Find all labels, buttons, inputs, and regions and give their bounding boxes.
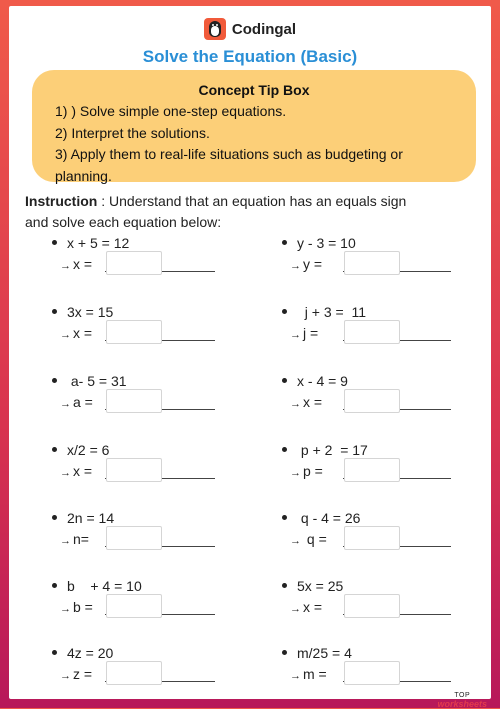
bullet-icon: [282, 309, 287, 314]
answer-box[interactable]: [344, 526, 400, 550]
answer-line: [60, 666, 96, 682]
equation-text: j + 3 = 11: [297, 304, 367, 320]
arrow-icon: →: [290, 670, 301, 682]
bullet-icon: [282, 583, 287, 588]
arrow-icon: →: [290, 329, 301, 341]
bullet-icon: [282, 515, 287, 520]
equation: [282, 442, 368, 458]
answer-box[interactable]: [106, 389, 162, 413]
answer-line: [60, 531, 93, 547]
arrow-icon: →: [60, 603, 71, 615]
answer-prefix: a =: [73, 394, 97, 410]
equation: [282, 373, 348, 389]
equation-text: y - 3 = 10: [297, 235, 356, 251]
answer-line: [290, 394, 326, 410]
answer-line: [290, 531, 331, 547]
answer-prefix: x =: [73, 325, 96, 341]
worksheet-title: Solve the Equation (Basic): [142, 47, 358, 66]
bullet-icon: [52, 378, 57, 383]
arrow-icon: →: [290, 398, 301, 410]
tip-item: 3) Apply them to real-life situations such as budgeting or: [55, 146, 403, 162]
tip-list: [55, 101, 467, 187]
answer-line: [60, 463, 96, 479]
equation-text: x + 5 = 12: [67, 235, 130, 251]
equation-text: 5x = 25: [297, 578, 344, 594]
top-worksheets-logo: [437, 692, 487, 708]
problem-item: [282, 645, 482, 693]
answer-prefix: y =: [303, 256, 326, 272]
equation: [282, 645, 352, 661]
bullet-icon: [52, 447, 57, 452]
equation: [52, 304, 113, 320]
footer-line2: worksheets: [437, 699, 487, 709]
bullet-icon: [282, 378, 287, 383]
bullet-icon: [52, 650, 57, 655]
equation: [282, 578, 343, 594]
brand-name: Codingal: [231, 20, 297, 38]
answer-prefix: x =: [73, 463, 96, 479]
answer-line: [290, 666, 331, 682]
answer-prefix: m =: [303, 666, 331, 682]
equation: [52, 510, 114, 526]
bullet-icon: [282, 650, 287, 655]
equation: [282, 235, 356, 251]
answer-prefix: q =: [303, 531, 331, 547]
equation-text: p + 2 = 17: [297, 442, 368, 458]
equation: [52, 235, 129, 251]
answer-prefix: x =: [303, 394, 326, 410]
arrow-icon: →: [290, 535, 301, 547]
problem-item: [282, 373, 482, 421]
answer-line: [60, 599, 97, 615]
equation-text: x/2 = 6: [67, 442, 110, 458]
answer-box[interactable]: [344, 389, 400, 413]
bullet-icon: [52, 309, 57, 314]
brand-header: [9, 18, 491, 40]
problem-item: [52, 578, 252, 626]
equation-text: a- 5 = 31: [67, 373, 127, 389]
answer-line: [290, 325, 322, 341]
answer-box[interactable]: [106, 320, 162, 344]
answer-prefix: j =: [303, 325, 323, 341]
problem-item: [52, 304, 252, 352]
bullet-icon: [52, 515, 57, 520]
arrow-icon: →: [60, 670, 71, 682]
equation-text: 3x = 15: [67, 304, 114, 320]
bullet-icon: [52, 583, 57, 588]
answer-line: [60, 256, 96, 272]
instruction-text: [25, 191, 475, 233]
tip-item: planning.: [55, 167, 112, 184]
instruction-line2: and solve each equation below:: [25, 214, 222, 230]
equation-text: x - 4 = 9: [297, 373, 348, 389]
bullet-icon: [282, 447, 287, 452]
answer-box[interactable]: [106, 251, 162, 275]
answer-box[interactable]: [106, 458, 162, 482]
answer-line: [290, 599, 326, 615]
equation: [52, 578, 142, 594]
instruction-label: Instruction: [25, 193, 98, 209]
answer-prefix: x =: [73, 256, 96, 272]
tip-box-title: Concept Tip Box: [198, 82, 310, 98]
answer-prefix: p =: [303, 463, 327, 479]
equation-text: 4z = 20: [67, 645, 114, 661]
answer-box[interactable]: [344, 251, 400, 275]
tip-item: 1) ) Solve simple one-step equations.: [55, 103, 287, 119]
arrow-icon: →: [60, 467, 71, 479]
answer-box[interactable]: [344, 594, 400, 618]
answer-line: [290, 463, 327, 479]
tip-item: 2) Interpret the solutions.: [55, 124, 210, 141]
problem-item: [52, 645, 252, 693]
concept-tip-box: [32, 70, 476, 182]
equation: [282, 304, 366, 320]
penguin-icon: [204, 18, 226, 40]
problem-item: [52, 510, 252, 558]
arrow-icon: →: [290, 260, 301, 272]
answer-box[interactable]: [106, 526, 162, 550]
problem-item: [52, 235, 252, 283]
instruction-line1: : Understand that an equation has an equals sign: [97, 193, 407, 209]
answer-prefix: b =: [73, 599, 97, 615]
arrow-icon: →: [290, 467, 301, 479]
answer-box[interactable]: [344, 320, 400, 344]
answer-prefix: n=: [73, 531, 93, 547]
arrow-icon: →: [60, 398, 71, 410]
equation-text: q - 4 = 26: [297, 510, 361, 526]
footer-line1: TOP: [454, 692, 471, 699]
problem-item: [52, 442, 252, 490]
equation-text: b + 4 = 10: [67, 578, 142, 594]
problem-item: [282, 304, 482, 352]
bullet-icon: [52, 240, 57, 245]
equation: [282, 510, 360, 526]
answer-prefix: z =: [73, 666, 96, 682]
answer-line: [60, 325, 96, 341]
problem-item: [282, 235, 482, 283]
equation-text: 2n = 14: [67, 510, 115, 526]
problem-item: [282, 510, 482, 558]
answer-box[interactable]: [344, 458, 400, 482]
problem-item: [282, 578, 482, 626]
answer-box[interactable]: [344, 661, 400, 685]
problem-item: [52, 373, 252, 421]
equation: [52, 645, 113, 661]
equation: [52, 373, 127, 389]
bullet-icon: [282, 240, 287, 245]
answer-line: [290, 256, 326, 272]
equation: [52, 442, 109, 458]
problem-item: [282, 442, 482, 490]
answer-box[interactable]: [106, 661, 162, 685]
answer-line: [60, 394, 97, 410]
answer-box[interactable]: [106, 594, 162, 618]
worksheet-page: [9, 6, 491, 709]
arrow-icon: →: [290, 603, 301, 615]
arrow-icon: →: [60, 535, 71, 547]
answer-prefix: x =: [303, 599, 326, 615]
equation-text: m/25 = 4: [297, 645, 352, 661]
arrow-icon: →: [60, 329, 71, 341]
arrow-icon: →: [60, 260, 71, 272]
